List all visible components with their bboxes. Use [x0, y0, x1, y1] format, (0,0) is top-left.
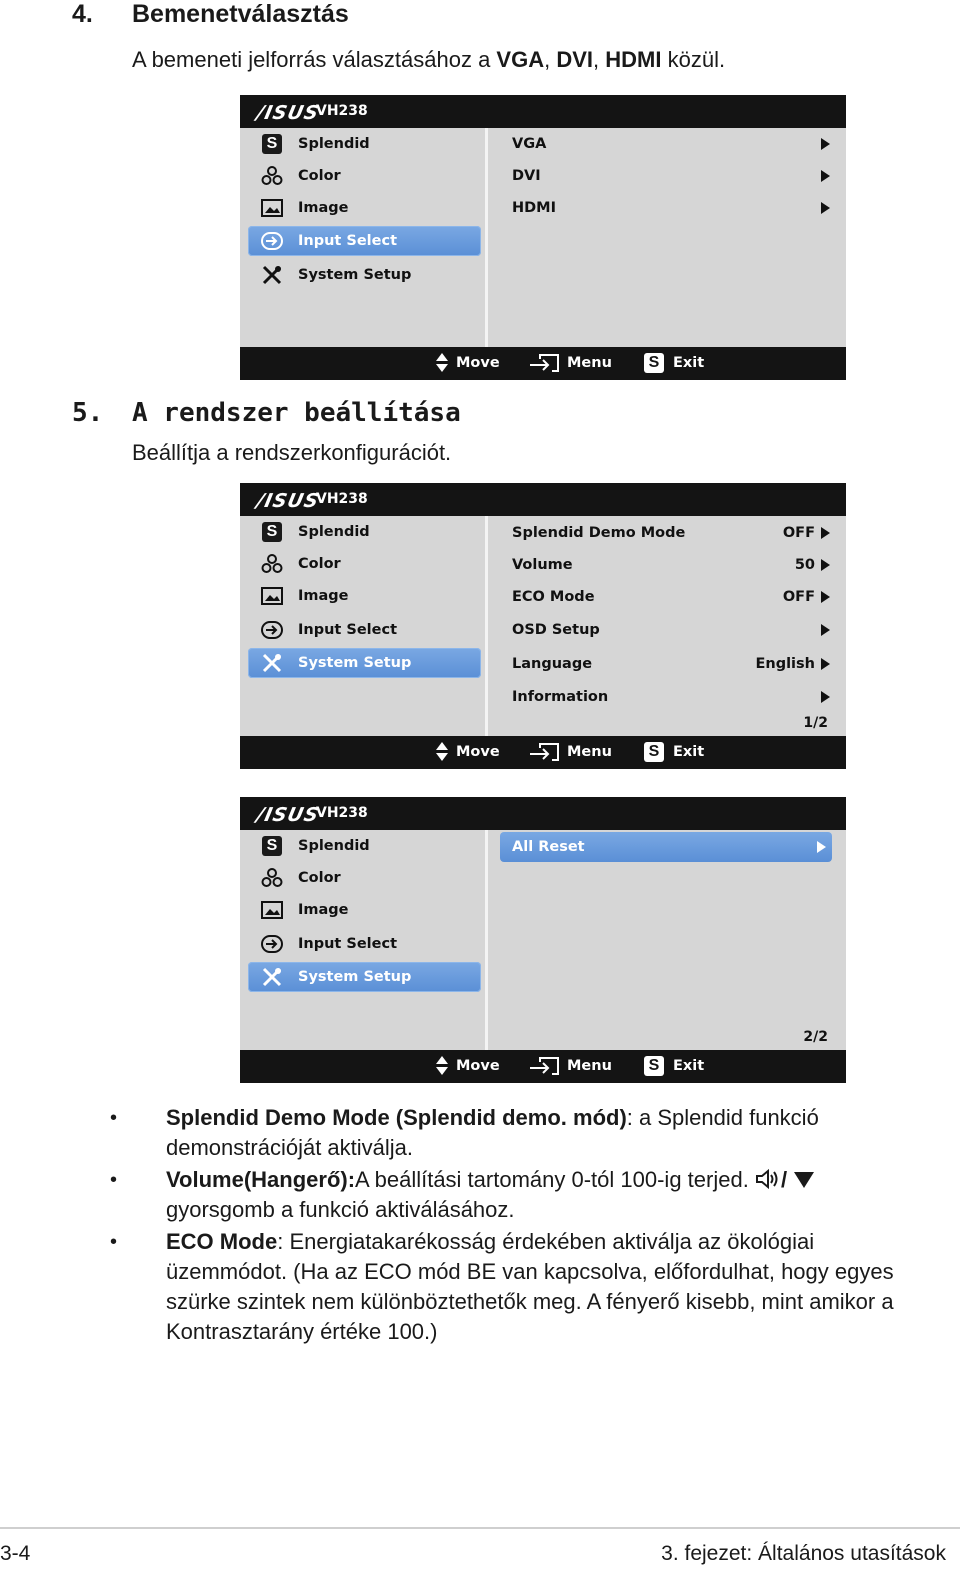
move-label: Move	[456, 354, 500, 371]
option-value: OFF	[782, 525, 815, 541]
osd-footer-bar	[240, 347, 846, 380]
menu-item-splendid[interactable]	[248, 129, 481, 159]
option-volume[interactable]	[512, 553, 830, 577]
up-down-arrow-icon	[436, 353, 448, 372]
menu-label: Menu	[567, 355, 612, 371]
exit-hint	[644, 353, 704, 373]
osd-footer-bar	[240, 736, 846, 769]
asus-logo: /ISUS	[254, 102, 322, 124]
up-down-arrow-icon	[436, 742, 448, 761]
option-eco-mode[interactable]	[512, 585, 830, 609]
osd-title-bar	[240, 797, 846, 830]
option-all-reset[interactable]	[500, 832, 832, 862]
menu-item-label: System Setup	[298, 655, 412, 671]
menu-hint	[528, 1056, 612, 1076]
input-arrow-icon	[258, 232, 286, 250]
splendid-s-icon: S	[258, 836, 286, 856]
option-value: 50	[794, 557, 815, 573]
arrow-right-icon	[821, 138, 830, 150]
exit-label: Exit	[673, 744, 705, 760]
bullet-dot: •	[110, 1107, 118, 1129]
osd-title-bar	[240, 483, 846, 516]
color-flask-icon	[258, 554, 286, 574]
menu-item-label: Image	[298, 588, 349, 604]
menu-hint	[528, 353, 612, 373]
bullet-dot: •	[110, 1231, 118, 1253]
move-label: Move	[456, 743, 500, 760]
menu-item-label: Splendid	[298, 136, 370, 152]
down-triangle-icon	[793, 1171, 815, 1189]
menu-item-system-setup[interactable]	[248, 648, 481, 678]
exit-s-icon: S	[644, 742, 664, 762]
menu-item-system-setup[interactable]	[248, 962, 481, 992]
menu-item-color[interactable]	[248, 161, 481, 191]
arrow-right-icon	[821, 624, 830, 636]
osd-footer-bar	[240, 1050, 846, 1083]
input-arrow-icon	[258, 621, 286, 639]
desc-text: közül.	[661, 47, 726, 72]
menu-item-label: System Setup	[298, 267, 412, 283]
menu-item-label: Color	[298, 870, 341, 886]
option-label: Splendid Demo Mode	[512, 525, 686, 541]
option-label: ECO Mode	[512, 589, 595, 605]
bullet-text: : a Splendid funkció demonstrációját aktiválja.	[166, 1105, 819, 1160]
menu-item-input-select[interactable]	[248, 226, 481, 256]
image-icon	[258, 901, 286, 919]
desc-hdmi: HDMI	[605, 47, 662, 72]
desc-sep: ,	[593, 47, 606, 72]
menu-item-label: Input Select	[298, 936, 398, 952]
bullet-text: A beállítási tartomány 0-tól 100-ig terjed.	[355, 1167, 749, 1192]
menu-item-label: Input Select	[298, 233, 398, 249]
menu-item-label: System Setup	[298, 969, 412, 985]
osd-divider	[485, 830, 488, 1050]
bullet-term: Splendid Demo Mode (Splendid demo. mód)	[166, 1105, 627, 1130]
section-4-description	[132, 47, 725, 73]
model-name: VH238	[316, 805, 368, 821]
desc-sep: ,	[544, 47, 557, 72]
exit-label: Exit	[673, 1058, 705, 1074]
menu-hint	[528, 742, 612, 762]
option-information[interactable]	[512, 685, 830, 709]
arrow-right-icon	[821, 559, 830, 571]
osd-divider	[485, 128, 488, 347]
option-value: English	[755, 656, 815, 672]
menu-item-input-select[interactable]	[248, 929, 481, 959]
tools-icon	[258, 652, 286, 674]
enter-icon	[528, 742, 560, 762]
section-title: Bemenetválasztás	[132, 0, 349, 28]
image-icon	[258, 587, 286, 605]
bullet-splendid-demo	[110, 1103, 900, 1163]
color-flask-icon	[258, 166, 286, 186]
tools-icon	[258, 264, 286, 286]
section-4-heading	[72, 0, 349, 29]
menu-label: Menu	[567, 744, 612, 760]
menu-item-label: Color	[298, 556, 341, 572]
option-label: Information	[512, 689, 609, 705]
section-5-description: Beállítja a rendszerkonfigurációt.	[132, 440, 452, 465]
menu-item-label: Input Select	[298, 622, 398, 638]
menu-item-color[interactable]	[248, 549, 481, 579]
section-number: 5.	[72, 398, 104, 428]
bullet-term: Volume(Hangerő):	[166, 1167, 356, 1192]
exit-hint	[644, 1056, 704, 1076]
page-number: 3-4	[0, 1542, 31, 1565]
osd-system-setup-panel-2	[240, 797, 846, 1083]
color-flask-icon	[258, 868, 286, 888]
splendid-s-icon: S	[258, 134, 286, 154]
splendid-s-icon: S	[258, 522, 286, 542]
model-name: VH238	[316, 491, 368, 507]
up-down-arrow-icon	[436, 1056, 448, 1075]
bullet-text: gyorsgomb a funkció aktiválásához.	[166, 1197, 515, 1222]
bullet-dot: •	[110, 1169, 118, 1191]
arrow-right-icon	[821, 202, 830, 214]
option-label: VGA	[512, 136, 547, 152]
osd-input-select-panel	[240, 95, 846, 380]
osd-title-bar	[240, 95, 846, 128]
section-title: A rendszer beállítása	[132, 398, 461, 428]
move-label: Move	[456, 1057, 500, 1074]
arrow-right-icon	[821, 527, 830, 539]
menu-item-label: Color	[298, 168, 341, 184]
feature-bullet-list	[110, 1103, 900, 1347]
menu-item-image[interactable]	[248, 193, 481, 223]
volume-speaker-icon	[755, 1168, 781, 1190]
menu-item-label: Splendid	[298, 524, 370, 540]
option-label: HDMI	[512, 200, 556, 216]
desc-text: A bemeneti jelforrás választásához a	[132, 47, 497, 72]
option-label: DVI	[512, 168, 541, 184]
exit-label: Exit	[673, 355, 705, 371]
tools-icon	[258, 966, 286, 988]
menu-item-splendid[interactable]	[248, 517, 481, 547]
option-language[interactable]	[512, 652, 830, 676]
menu-item-label: Image	[298, 902, 349, 918]
input-arrow-icon	[258, 935, 286, 953]
option-osd-setup[interactable]	[512, 618, 830, 642]
option-label: OSD Setup	[512, 622, 600, 638]
arrow-right-icon	[817, 841, 826, 853]
slash-separator: /	[780, 1167, 788, 1192]
option-label: Language	[512, 656, 593, 672]
page-indicator: 1/2	[803, 715, 828, 731]
image-icon	[258, 199, 286, 217]
option-hdmi[interactable]	[512, 196, 830, 220]
menu-item-input-select[interactable]	[248, 615, 481, 645]
section-5-heading	[72, 398, 461, 428]
menu-item-splendid[interactable]	[248, 831, 481, 861]
desc-dvi: DVI	[556, 47, 594, 72]
osd-system-setup-panel-1	[240, 483, 846, 769]
option-splendid-demo-mode[interactable]	[512, 521, 830, 545]
menu-item-label: Splendid	[298, 838, 370, 854]
asus-logo: /ISUS	[254, 490, 322, 512]
menu-label: Menu	[567, 1058, 612, 1074]
arrow-right-icon	[821, 691, 830, 703]
model-name: VH238	[316, 103, 368, 119]
arrow-right-icon	[821, 658, 830, 670]
exit-s-icon: S	[644, 1056, 664, 1076]
bullet-text: : Energiatakarékosság érdekében aktiválja az ökológiai üzemmódot. (Ha az ECO mód BE van kapcsolva, előfordulhat, hogy egyes szürke szintek nem különböztethetők meg. A fényerő kisebb, mint amikor a Kontrasztarány értéke 100.)	[166, 1229, 894, 1344]
enter-icon	[528, 1056, 560, 1076]
move-hint	[436, 353, 500, 372]
asus-logo: /ISUS	[254, 804, 322, 826]
option-label: All Reset	[512, 839, 585, 855]
exit-hint	[644, 742, 704, 762]
option-dvi[interactable]	[512, 164, 830, 188]
footer-divider	[0, 1527, 960, 1529]
option-vga[interactable]	[512, 132, 830, 156]
chapter-title: 3. fejezet: Általános utasítások	[661, 1542, 946, 1565]
bullet-volume	[110, 1165, 900, 1225]
osd-divider	[485, 516, 488, 736]
exit-s-icon: S	[644, 353, 664, 373]
menu-item-label: Image	[298, 200, 349, 216]
enter-icon	[528, 353, 560, 373]
menu-item-system-setup[interactable]	[248, 260, 481, 290]
option-label: Volume	[512, 557, 573, 573]
desc-vga: VGA	[496, 47, 545, 72]
move-hint	[436, 1056, 500, 1075]
bullet-term: ECO Mode	[166, 1229, 278, 1254]
page-indicator: 2/2	[803, 1029, 828, 1045]
option-value: OFF	[782, 589, 815, 605]
bullet-eco-mode	[110, 1227, 900, 1347]
menu-item-color[interactable]	[248, 863, 481, 893]
menu-item-image[interactable]	[248, 895, 481, 925]
arrow-right-icon	[821, 170, 830, 182]
section-number: 4.	[72, 0, 93, 28]
menu-item-image[interactable]	[248, 581, 481, 611]
arrow-right-icon	[821, 591, 830, 603]
move-hint	[436, 742, 500, 761]
